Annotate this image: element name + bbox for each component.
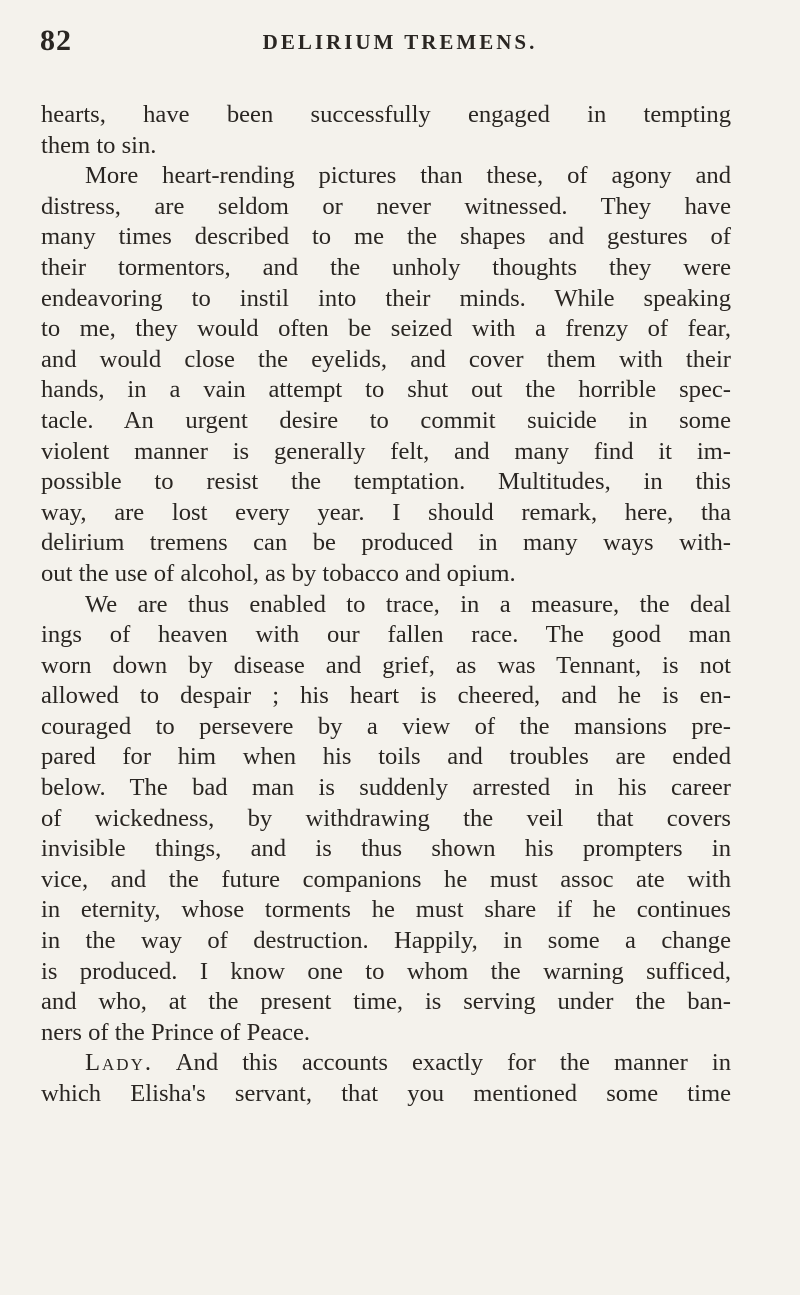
text-line: hands, in a vain attempt to shut out the horrible spec- (41, 376, 731, 404)
text-line: and would close the eyelids, and cover them with their (41, 345, 731, 373)
body-text (41, 100, 731, 1110)
text-line: in eternity, whose torments he must share if he continues (41, 896, 731, 924)
text-line: tacle. An urgent desire to commit suicide in some (41, 406, 731, 434)
text-line: way, are lost every year. I should remark, here, tha (41, 498, 731, 526)
text-line: ings of heaven with our fallen race. The good man (41, 621, 731, 649)
dialogue-line (41, 1048, 731, 1079)
text-line: couraged to persevere by a view of the mansions pre- (41, 712, 731, 740)
text-line: ners of the Prince of Peace. (41, 1018, 311, 1046)
text-line: invisible things, and is thus shown his prompters in (41, 835, 731, 863)
text-line: We are thus enabled to trace, in a measure, the deal (85, 590, 731, 618)
running-head (40, 24, 720, 64)
text-line: distress, are seldom or never witnessed. They have (41, 192, 731, 220)
text-line: of wickedness, by withdrawing the veil that covers (41, 804, 731, 832)
text-line: possible to resist the temptation. Multitudes, in this (41, 468, 731, 496)
text-line: worn down by disease and grief, as was Tennant, is not (41, 651, 731, 679)
text-line: allowed to despair ; his heart is cheered, and he is en- (41, 682, 731, 710)
text-line: endeavoring to instil into their minds. While speaking (41, 284, 731, 312)
text-line: is produced. I know one to whom the warning sufficed, (41, 957, 731, 985)
dialogue-text: And this accounts exactly for the manner in (175, 1049, 731, 1077)
text-line: vice, and the future companions he must assoc ate with (41, 865, 731, 893)
speaker-name: Lady. (85, 1049, 154, 1077)
text-line: out the use of alcohol, as by tobacco and opium. (41, 559, 516, 587)
text-line: hearts, have been successfully engaged in tempting (41, 101, 731, 128)
text-line: their tormentors, and the unholy thoughts they were (41, 253, 731, 281)
running-title: DELIRIUM TREMENS. (262, 30, 538, 54)
dialogue-line: which Elisha's servant, that you mentioned some time (41, 1080, 731, 1107)
page-number: 82 (40, 24, 72, 57)
text-line: violent manner is generally felt, and many find it im- (41, 437, 731, 465)
text-line: delirium tremens can be produced in many ways with- (41, 529, 731, 557)
text-line: them to sin. (41, 131, 157, 159)
text-line: and who, at the present time, is serving under the ban- (41, 988, 731, 1016)
text-line: in the way of destruction. Happily, in some a change (41, 927, 731, 955)
text-line: to me, they would often be seized with a frenzy of fear, (41, 315, 731, 343)
text-line: More heart-rending pictures than these, of agony and (85, 162, 731, 190)
text-line: pared for him when his toils and troubles are ended (41, 743, 731, 771)
text-line: below. The bad man is suddenly arrested in his career (41, 774, 731, 802)
text-line: many times described to me the shapes and gestures of (41, 223, 731, 251)
